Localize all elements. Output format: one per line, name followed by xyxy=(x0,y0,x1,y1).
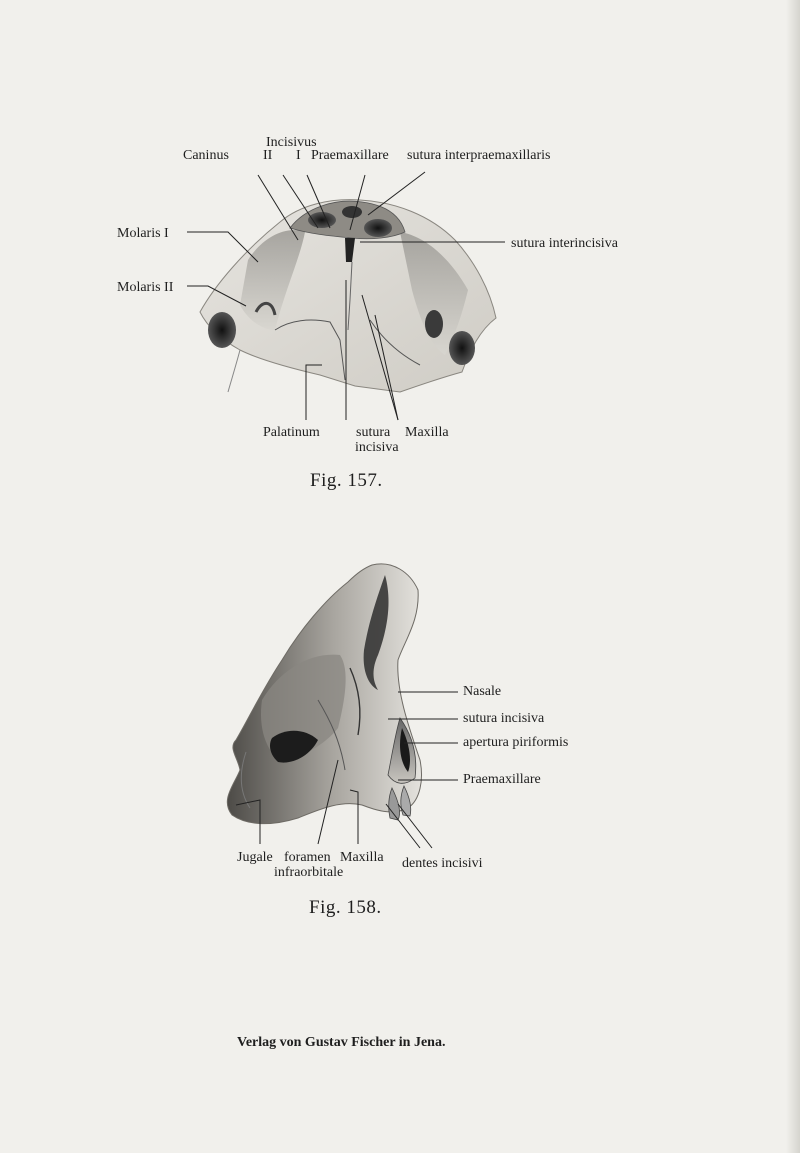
fig158-label-dentes-incisivi: dentes incisivi xyxy=(402,856,483,871)
fig157-label-caninus: Caninus xyxy=(183,148,229,163)
page-edge-shadow xyxy=(786,0,800,1153)
fig158-label-maxilla: Maxilla xyxy=(340,850,384,865)
fig158-label-infraorbitale: infraorbitale xyxy=(274,865,344,880)
fig158-caption: Fig. 158. xyxy=(309,897,382,918)
fig158-label-apertura-piriformis: apertura piriformis xyxy=(463,735,569,750)
fig157-label-incisiva: incisiva xyxy=(355,440,399,455)
fig157-label-sutura-interpraemaxillaris: sutura interpraemaxillaris xyxy=(407,148,551,163)
fig157-label-incisivus-II: II xyxy=(263,148,273,163)
fig158-label-nasale: Nasale xyxy=(463,684,502,699)
fig158-label-foramen: foramen xyxy=(284,850,331,865)
publisher-line: Verlag von Gustav Fischer in Jena. xyxy=(237,1035,446,1050)
fig157-label-sutura: sutura xyxy=(356,425,391,440)
fig157-label-praemaxillare: Praemaxillare xyxy=(311,148,389,163)
fig158-label-jugale: Jugale xyxy=(237,850,273,865)
fig157-label-molaris-I: Molaris I xyxy=(117,226,169,241)
fig158-label-sutura-incisiva: sutura incisiva xyxy=(463,711,545,726)
fig157-label-maxilla: Maxilla xyxy=(405,425,449,440)
fig157-caption: Fig. 157. xyxy=(310,470,383,491)
fig157-label-sutura-interincisiva: sutura interincisiva xyxy=(511,236,618,251)
fig157-label-palatinum: Palatinum xyxy=(263,425,320,440)
fig158-label-praemaxillare: Praemaxillare xyxy=(463,772,541,787)
fig157-label-molaris-II: Molaris II xyxy=(117,280,174,295)
fig157-label-incisivus: Incisivus xyxy=(266,135,317,150)
fig157-label-incisivus-I: I xyxy=(296,148,301,163)
